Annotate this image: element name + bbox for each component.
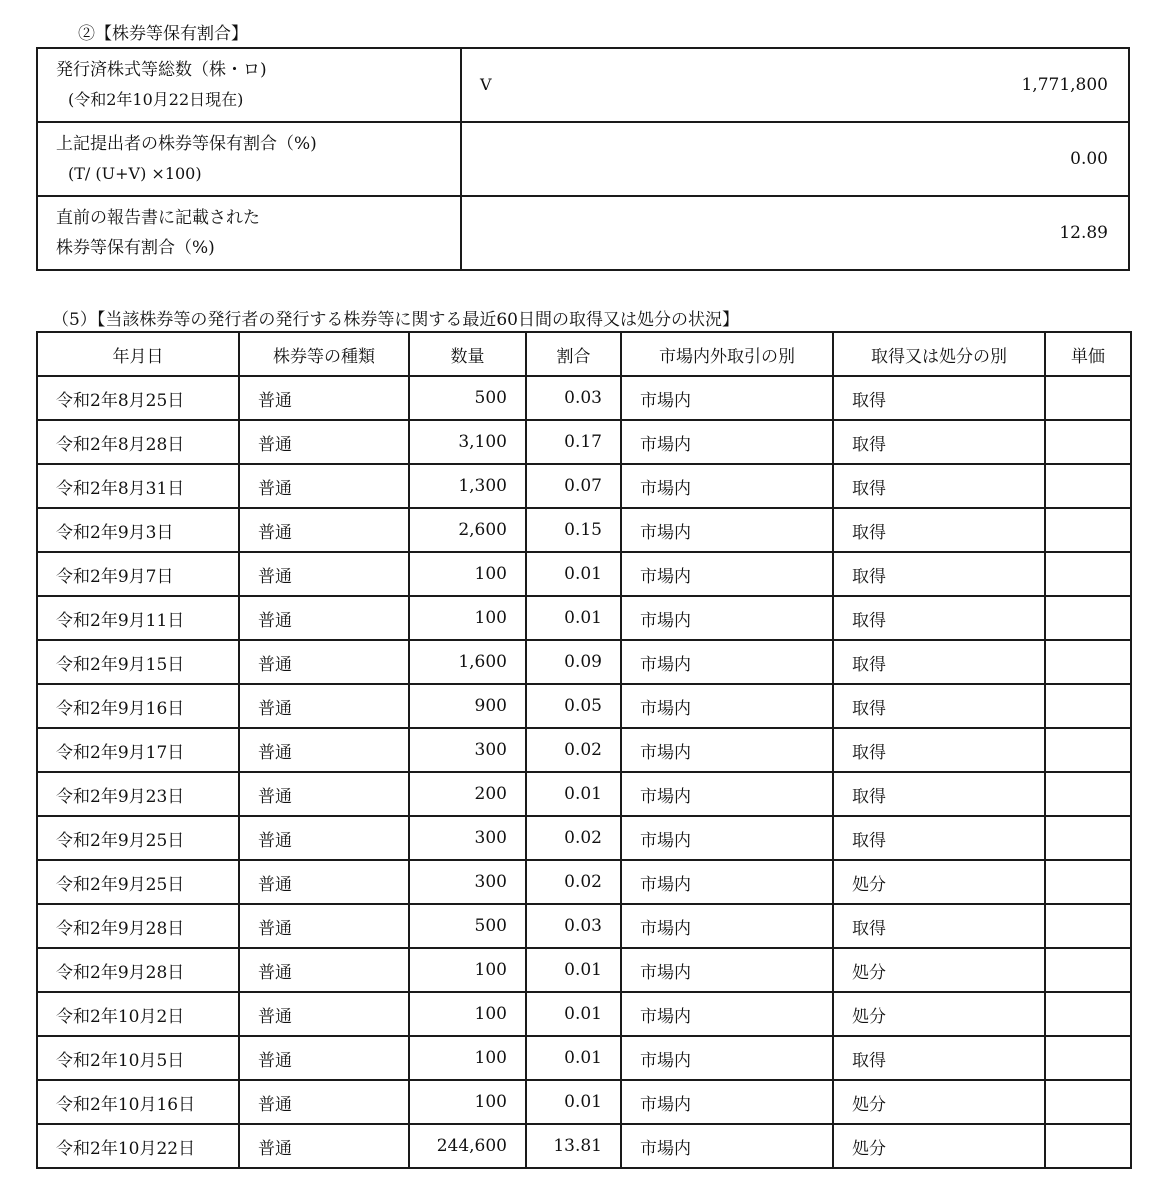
holding-ratio-value: 1,771,800 bbox=[1021, 75, 1108, 95]
cell-market-type: 市場内 bbox=[621, 816, 833, 860]
cell-quantity: 300 bbox=[409, 816, 526, 860]
cell-acquire-dispose: 取得 bbox=[833, 1036, 1045, 1080]
cell-acquire-dispose: 処分 bbox=[833, 992, 1045, 1036]
cell-market-type: 市場内 bbox=[621, 772, 833, 816]
table-row bbox=[37, 904, 1131, 948]
cell-stock-type: 普通 bbox=[239, 552, 409, 596]
cell-quantity: 200 bbox=[409, 772, 526, 816]
cell-stock-type: 普通 bbox=[239, 596, 409, 640]
cell-unit-price bbox=[1045, 728, 1131, 772]
cell-market-type: 市場内 bbox=[621, 992, 833, 1036]
cell-quantity: 2,600 bbox=[409, 508, 526, 552]
cell-stock-type: 普通 bbox=[239, 860, 409, 904]
cell-stock-type: 普通 bbox=[239, 992, 409, 1036]
cell-acquire-dispose: 取得 bbox=[833, 772, 1045, 816]
cell-acquire-dispose: 取得 bbox=[833, 508, 1045, 552]
cell-ratio: 0.15 bbox=[526, 508, 621, 552]
cell-acquire-dispose: 取得 bbox=[833, 728, 1045, 772]
cell-unit-price bbox=[1045, 904, 1131, 948]
cell-market-type: 市場内 bbox=[621, 596, 833, 640]
column-header-date: 年月日 bbox=[37, 332, 239, 376]
column-header-quantity: 数量 bbox=[409, 332, 526, 376]
cell-acquire-dispose: 取得 bbox=[833, 816, 1045, 860]
cell-stock-type: 普通 bbox=[239, 948, 409, 992]
cell-unit-price bbox=[1045, 772, 1131, 816]
cell-date: 令和2年9月25日 bbox=[37, 860, 239, 904]
variable-mark: V bbox=[480, 75, 492, 94]
cell-acquire-dispose: 取得 bbox=[833, 596, 1045, 640]
cell-ratio: 0.02 bbox=[526, 728, 621, 772]
cell-market-type: 市場内 bbox=[621, 728, 833, 772]
holding-ratio-label bbox=[37, 196, 461, 270]
cell-quantity: 900 bbox=[409, 684, 526, 728]
cell-market-type: 市場内 bbox=[621, 640, 833, 684]
cell-date: 令和2年8月25日 bbox=[37, 376, 239, 420]
table-row bbox=[37, 1080, 1131, 1124]
table-row bbox=[37, 508, 1131, 552]
cell-date: 令和2年10月16日 bbox=[37, 1080, 239, 1124]
label-line-2: 株券等保有割合（%) bbox=[56, 238, 215, 258]
cell-quantity: 3,100 bbox=[409, 420, 526, 464]
cell-unit-price bbox=[1045, 948, 1131, 992]
cell-quantity: 100 bbox=[409, 596, 526, 640]
transactions-table bbox=[36, 331, 1132, 1169]
holding-ratio-value: 12.89 bbox=[1059, 223, 1108, 243]
cell-stock-type: 普通 bbox=[239, 1124, 409, 1168]
table-row bbox=[37, 948, 1131, 992]
cell-quantity: 500 bbox=[409, 376, 526, 420]
cell-market-type: 市場内 bbox=[621, 1080, 833, 1124]
cell-date: 令和2年9月11日 bbox=[37, 596, 239, 640]
cell-stock-type: 普通 bbox=[239, 904, 409, 948]
cell-stock-type: 普通 bbox=[239, 1036, 409, 1080]
cell-stock-type: 普通 bbox=[239, 816, 409, 860]
cell-date: 令和2年9月7日 bbox=[37, 552, 239, 596]
table-row bbox=[37, 376, 1131, 420]
cell-unit-price bbox=[1045, 552, 1131, 596]
cell-market-type: 市場内 bbox=[621, 684, 833, 728]
cell-date: 令和2年8月28日 bbox=[37, 420, 239, 464]
cell-date: 令和2年9月23日 bbox=[37, 772, 239, 816]
table-row bbox=[37, 596, 1131, 640]
cell-market-type: 市場内 bbox=[621, 904, 833, 948]
cell-date: 令和2年9月28日 bbox=[37, 904, 239, 948]
cell-quantity: 100 bbox=[409, 992, 526, 1036]
cell-ratio: 0.01 bbox=[526, 992, 621, 1036]
cell-quantity: 100 bbox=[409, 948, 526, 992]
cell-stock-type: 普通 bbox=[239, 1080, 409, 1124]
cell-quantity: 1,300 bbox=[409, 464, 526, 508]
cell-quantity: 500 bbox=[409, 904, 526, 948]
holding-ratio-heading: ②【株券等保有割合】 bbox=[78, 24, 248, 44]
cell-ratio: 0.17 bbox=[526, 420, 621, 464]
cell-acquire-dispose: 取得 bbox=[833, 904, 1045, 948]
cell-acquire-dispose: 取得 bbox=[833, 552, 1045, 596]
cell-date: 令和2年10月5日 bbox=[37, 1036, 239, 1080]
cell-date: 令和2年9月16日 bbox=[37, 684, 239, 728]
cell-date: 令和2年9月25日 bbox=[37, 816, 239, 860]
cell-unit-price bbox=[1045, 1080, 1131, 1124]
cell-quantity: 100 bbox=[409, 1080, 526, 1124]
cell-stock-type: 普通 bbox=[239, 772, 409, 816]
label-line-1: 上記提出者の株券等保有割合（%) bbox=[56, 134, 317, 154]
holding-ratio-value-cell bbox=[461, 196, 1129, 270]
label-line-2: (令和2年10月22日現在) bbox=[68, 90, 244, 109]
cell-date: 令和2年10月2日 bbox=[37, 992, 239, 1036]
table-row bbox=[37, 816, 1131, 860]
cell-ratio: 0.01 bbox=[526, 772, 621, 816]
cell-market-type: 市場内 bbox=[621, 860, 833, 904]
cell-unit-price bbox=[1045, 376, 1131, 420]
cell-quantity: 300 bbox=[409, 728, 526, 772]
table-row bbox=[37, 684, 1131, 728]
cell-unit-price bbox=[1045, 684, 1131, 728]
cell-ratio: 0.03 bbox=[526, 376, 621, 420]
cell-ratio: 0.02 bbox=[526, 816, 621, 860]
column-header-stock-type: 株券等の種類 bbox=[239, 332, 409, 376]
cell-acquire-dispose: 処分 bbox=[833, 860, 1045, 904]
cell-ratio: 0.09 bbox=[526, 640, 621, 684]
label-line-1: 直前の報告書に記載された bbox=[56, 208, 260, 228]
cell-stock-type: 普通 bbox=[239, 376, 409, 420]
holding-ratio-label bbox=[37, 122, 461, 196]
cell-market-type: 市場内 bbox=[621, 552, 833, 596]
cell-date: 令和2年10月22日 bbox=[37, 1124, 239, 1168]
cell-date: 令和2年9月17日 bbox=[37, 728, 239, 772]
table-row bbox=[37, 728, 1131, 772]
cell-stock-type: 普通 bbox=[239, 508, 409, 552]
cell-acquire-dispose: 処分 bbox=[833, 948, 1045, 992]
cell-ratio: 0.03 bbox=[526, 904, 621, 948]
table-header-row bbox=[37, 332, 1131, 376]
table-row bbox=[37, 1124, 1131, 1168]
transactions-heading: （5）【当該株券等の発行者の発行する株券等に関する最近60日間の取得又は処分の状況】 bbox=[52, 310, 739, 330]
cell-unit-price bbox=[1045, 596, 1131, 640]
cell-ratio: 13.81 bbox=[526, 1124, 621, 1168]
cell-stock-type: 普通 bbox=[239, 728, 409, 772]
column-header-acquire-dispose: 取得又は処分の別 bbox=[833, 332, 1045, 376]
cell-unit-price bbox=[1045, 464, 1131, 508]
cell-quantity: 244,600 bbox=[409, 1124, 526, 1168]
cell-quantity: 300 bbox=[409, 860, 526, 904]
cell-ratio: 0.01 bbox=[526, 552, 621, 596]
table-row bbox=[37, 1036, 1131, 1080]
cell-unit-price bbox=[1045, 816, 1131, 860]
cell-ratio: 0.02 bbox=[526, 860, 621, 904]
label-line-1: 発行済株式等総数（株・ロ) bbox=[56, 60, 267, 80]
cell-unit-price bbox=[1045, 1036, 1131, 1080]
cell-quantity: 100 bbox=[409, 552, 526, 596]
cell-market-type: 市場内 bbox=[621, 1124, 833, 1168]
cell-acquire-dispose: 取得 bbox=[833, 464, 1045, 508]
column-header-market-type: 市場内外取引の別 bbox=[621, 332, 833, 376]
cell-ratio: 0.07 bbox=[526, 464, 621, 508]
cell-acquire-dispose: 取得 bbox=[833, 420, 1045, 464]
holding-ratio-value-cell bbox=[461, 48, 1129, 122]
table-row bbox=[37, 640, 1131, 684]
cell-market-type: 市場内 bbox=[621, 464, 833, 508]
cell-unit-price bbox=[1045, 420, 1131, 464]
cell-acquire-dispose: 取得 bbox=[833, 684, 1045, 728]
cell-ratio: 0.01 bbox=[526, 948, 621, 992]
cell-stock-type: 普通 bbox=[239, 464, 409, 508]
cell-quantity: 1,600 bbox=[409, 640, 526, 684]
cell-date: 令和2年9月3日 bbox=[37, 508, 239, 552]
cell-stock-type: 普通 bbox=[239, 684, 409, 728]
cell-market-type: 市場内 bbox=[621, 420, 833, 464]
cell-acquire-dispose: 処分 bbox=[833, 1080, 1045, 1124]
table-row bbox=[37, 420, 1131, 464]
cell-unit-price bbox=[1045, 508, 1131, 552]
table-row bbox=[37, 860, 1131, 904]
cell-date: 令和2年8月31日 bbox=[37, 464, 239, 508]
table-row bbox=[37, 992, 1131, 1036]
holding-ratio-table bbox=[36, 47, 1130, 271]
holding-ratio-value: 0.00 bbox=[1070, 149, 1108, 169]
cell-acquire-dispose: 取得 bbox=[833, 640, 1045, 684]
cell-unit-price bbox=[1045, 640, 1131, 684]
cell-ratio: 0.01 bbox=[526, 1036, 621, 1080]
cell-quantity: 100 bbox=[409, 1036, 526, 1080]
cell-market-type: 市場内 bbox=[621, 376, 833, 420]
table-row bbox=[37, 464, 1131, 508]
cell-unit-price bbox=[1045, 860, 1131, 904]
label-line-2: (T/ (U+V) ×100) bbox=[68, 164, 202, 183]
cell-unit-price bbox=[1045, 992, 1131, 1036]
cell-stock-type: 普通 bbox=[239, 640, 409, 684]
cell-ratio: 0.05 bbox=[526, 684, 621, 728]
holding-ratio-row bbox=[37, 196, 1129, 270]
cell-stock-type: 普通 bbox=[239, 420, 409, 464]
cell-ratio: 0.01 bbox=[526, 1080, 621, 1124]
cell-acquire-dispose: 取得 bbox=[833, 376, 1045, 420]
holding-ratio-label bbox=[37, 48, 461, 122]
cell-date: 令和2年9月28日 bbox=[37, 948, 239, 992]
holding-ratio-row bbox=[37, 122, 1129, 196]
holding-ratio-row bbox=[37, 48, 1129, 122]
cell-acquire-dispose: 処分 bbox=[833, 1124, 1045, 1168]
cell-market-type: 市場内 bbox=[621, 508, 833, 552]
cell-ratio: 0.01 bbox=[526, 596, 621, 640]
holding-ratio-value-cell bbox=[461, 122, 1129, 196]
cell-market-type: 市場内 bbox=[621, 1036, 833, 1080]
column-header-ratio: 割合 bbox=[526, 332, 621, 376]
column-header-unit-price: 単価 bbox=[1045, 332, 1131, 376]
table-row bbox=[37, 772, 1131, 816]
cell-market-type: 市場内 bbox=[621, 948, 833, 992]
cell-date: 令和2年9月15日 bbox=[37, 640, 239, 684]
table-row bbox=[37, 552, 1131, 596]
cell-unit-price bbox=[1045, 1124, 1131, 1168]
